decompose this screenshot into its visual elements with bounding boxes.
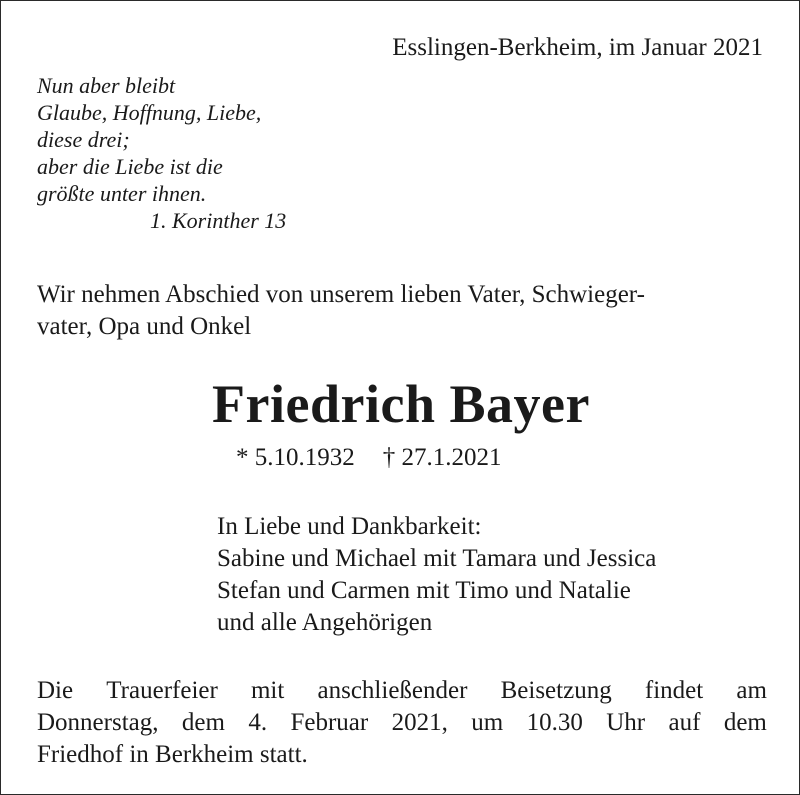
verse-reference: 1. Korinther 13 bbox=[150, 208, 287, 233]
birth-date: * 5.10.1932 bbox=[236, 444, 355, 471]
mourners-line: Stefan und Carmen mit Timo und Natalie bbox=[217, 577, 631, 604]
mourners-line: und alle Angehörigen bbox=[217, 609, 433, 636]
verse-line: diese drei; bbox=[37, 127, 130, 152]
funeral-info bbox=[37, 675, 767, 771]
life-dates bbox=[236, 442, 502, 474]
verse-line: Nun aber bleibt bbox=[37, 73, 176, 98]
bible-verse bbox=[37, 72, 286, 234]
intro-line: vater, Opa und Onkel bbox=[37, 313, 252, 340]
death-date: † 27.1.2021 bbox=[382, 444, 502, 471]
deceased-name: Friedrich Bayer bbox=[212, 374, 590, 434]
verse-line: Glaube, Hoffnung, Liebe, bbox=[37, 100, 262, 125]
mourners-line: In Liebe und Dankbarkeit: bbox=[217, 513, 482, 540]
mourners-list bbox=[217, 511, 656, 639]
mourners-line: Sabine und Michael mit Tamara und Jessica bbox=[217, 545, 657, 572]
funeral-line: Die Trauerfeier mit anschließender Beisetzung findet am bbox=[37, 677, 767, 704]
place-date: Esslingen-Berkheim, im Januar 2021 bbox=[392, 34, 763, 61]
verse-line: größte unter ihnen. bbox=[37, 181, 207, 206]
intro-text bbox=[37, 279, 767, 343]
verse-line: aber die Liebe ist die bbox=[37, 154, 223, 179]
funeral-line: Friedhof in Berkheim statt. bbox=[37, 741, 308, 768]
intro-line: Wir nehmen Abschied von unserem lieben Vater, Schwieger- bbox=[37, 281, 645, 308]
funeral-line: Donnerstag, dem 4. Februar 2021, um 10.30 Uhr auf dem bbox=[37, 709, 767, 736]
